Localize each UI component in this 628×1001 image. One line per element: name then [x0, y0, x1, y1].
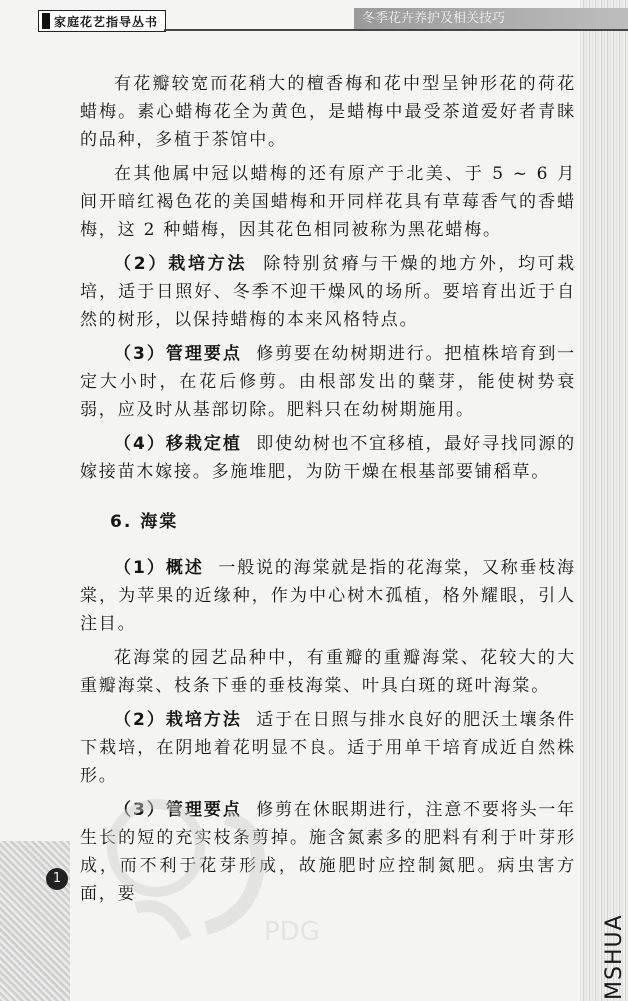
- subsection-term: （1）概述: [114, 558, 204, 578]
- side-logo: MSHUA: [602, 914, 627, 1000]
- subsection-text: 除特别贫瘠与干燥的地方外，均可栽培，适于日照好、冬季不迎干燥风的场所。要培育出近于自然的树形，以保持蜡梅的本来风格特点。: [80, 254, 576, 330]
- subsection-term: （2）栽培方法: [114, 710, 242, 730]
- series-title: 家庭花艺指导丛书: [54, 14, 159, 29]
- subsection-text: 即使幼树也不宜移植，最好寻找同源的嫁接苗木嫁接。多施堆肥，为防干燥在根基部要铺稻草。: [80, 434, 576, 482]
- subsection-term: （4）移栽定植: [114, 434, 242, 454]
- subsection-text: 修剪在休眠期进行，注意不要将头一年生长的短的充实枝条剪掉。施含氮素多的肥料有利于叶芽形成，而不利于花芽形成，故施肥时应控制氮肥。病虫害方面，要: [80, 800, 576, 904]
- subsection-text: 一般说的海棠就是指的花海棠，又称垂枝海棠，为苹果的近缘种，作为中心树木孤植，格外耀眼，引人注目。: [80, 558, 576, 634]
- library-watermark: [96, 788, 356, 968]
- paragraph: 在其他属中冠以蜡梅的还有原产于北美、于 5 ~ 6 月间开暗红褐色花的美国蜡梅和开同样花具有草莓香气的香蜡梅，这 2 种蜡梅，因其花色相同被称为黑花蜡梅。: [80, 164, 576, 240]
- subsection-text: 修剪要在幼树期进行。把植株培育到一定大小时，在花后修剪。由根部发出的蘖芽，能使树势衰弱，应及时从基部切除。肥料只在幼树期施用。: [80, 344, 576, 420]
- watermark-seal-icon: [112, 804, 258, 938]
- scan-edge-bottom-left: [0, 841, 70, 1001]
- header-rule: [164, 29, 628, 31]
- subsection: [80, 250, 576, 334]
- subsection-term: （3）管理要点: [114, 800, 242, 820]
- subsection: [80, 430, 576, 486]
- section-heading: 6. 海棠: [110, 512, 179, 532]
- subsection-term: （2）栽培方法: [114, 254, 248, 274]
- subsection: [80, 340, 576, 424]
- subsection-term: （3）管理要点: [114, 344, 242, 364]
- paragraph: 花海棠的园艺品种中，有重瓣的重瓣海棠、花较大的大重瓣海棠、枝条下垂的垂枝海棠、叶具白斑的斑叶海棠。: [80, 648, 576, 696]
- subsection: [80, 706, 576, 790]
- watermark-text: PDG: [264, 917, 320, 947]
- page-number: 1: [46, 868, 68, 890]
- series-label: [38, 10, 166, 32]
- chapter-title: 冬季花卉养护及相关技巧: [354, 8, 628, 29]
- header-mark-icon: [42, 13, 50, 29]
- scan-edge-right: [580, 0, 628, 1001]
- paragraph: 有花瓣较宽而花稍大的檀香梅和花中型呈钟形花的荷花蜡梅。素心蜡梅花全为黄色，是蜡梅中最受茶道爱好者青睐的品种，多植于茶馆中。: [80, 74, 576, 150]
- running-header: [38, 8, 628, 34]
- subsection-text: 适于在日照与排水良好的肥沃土壤条件下栽培，在阴地着花明显不良。适于用单干培育成近自然株形。: [80, 710, 576, 786]
- subsection: [80, 554, 576, 638]
